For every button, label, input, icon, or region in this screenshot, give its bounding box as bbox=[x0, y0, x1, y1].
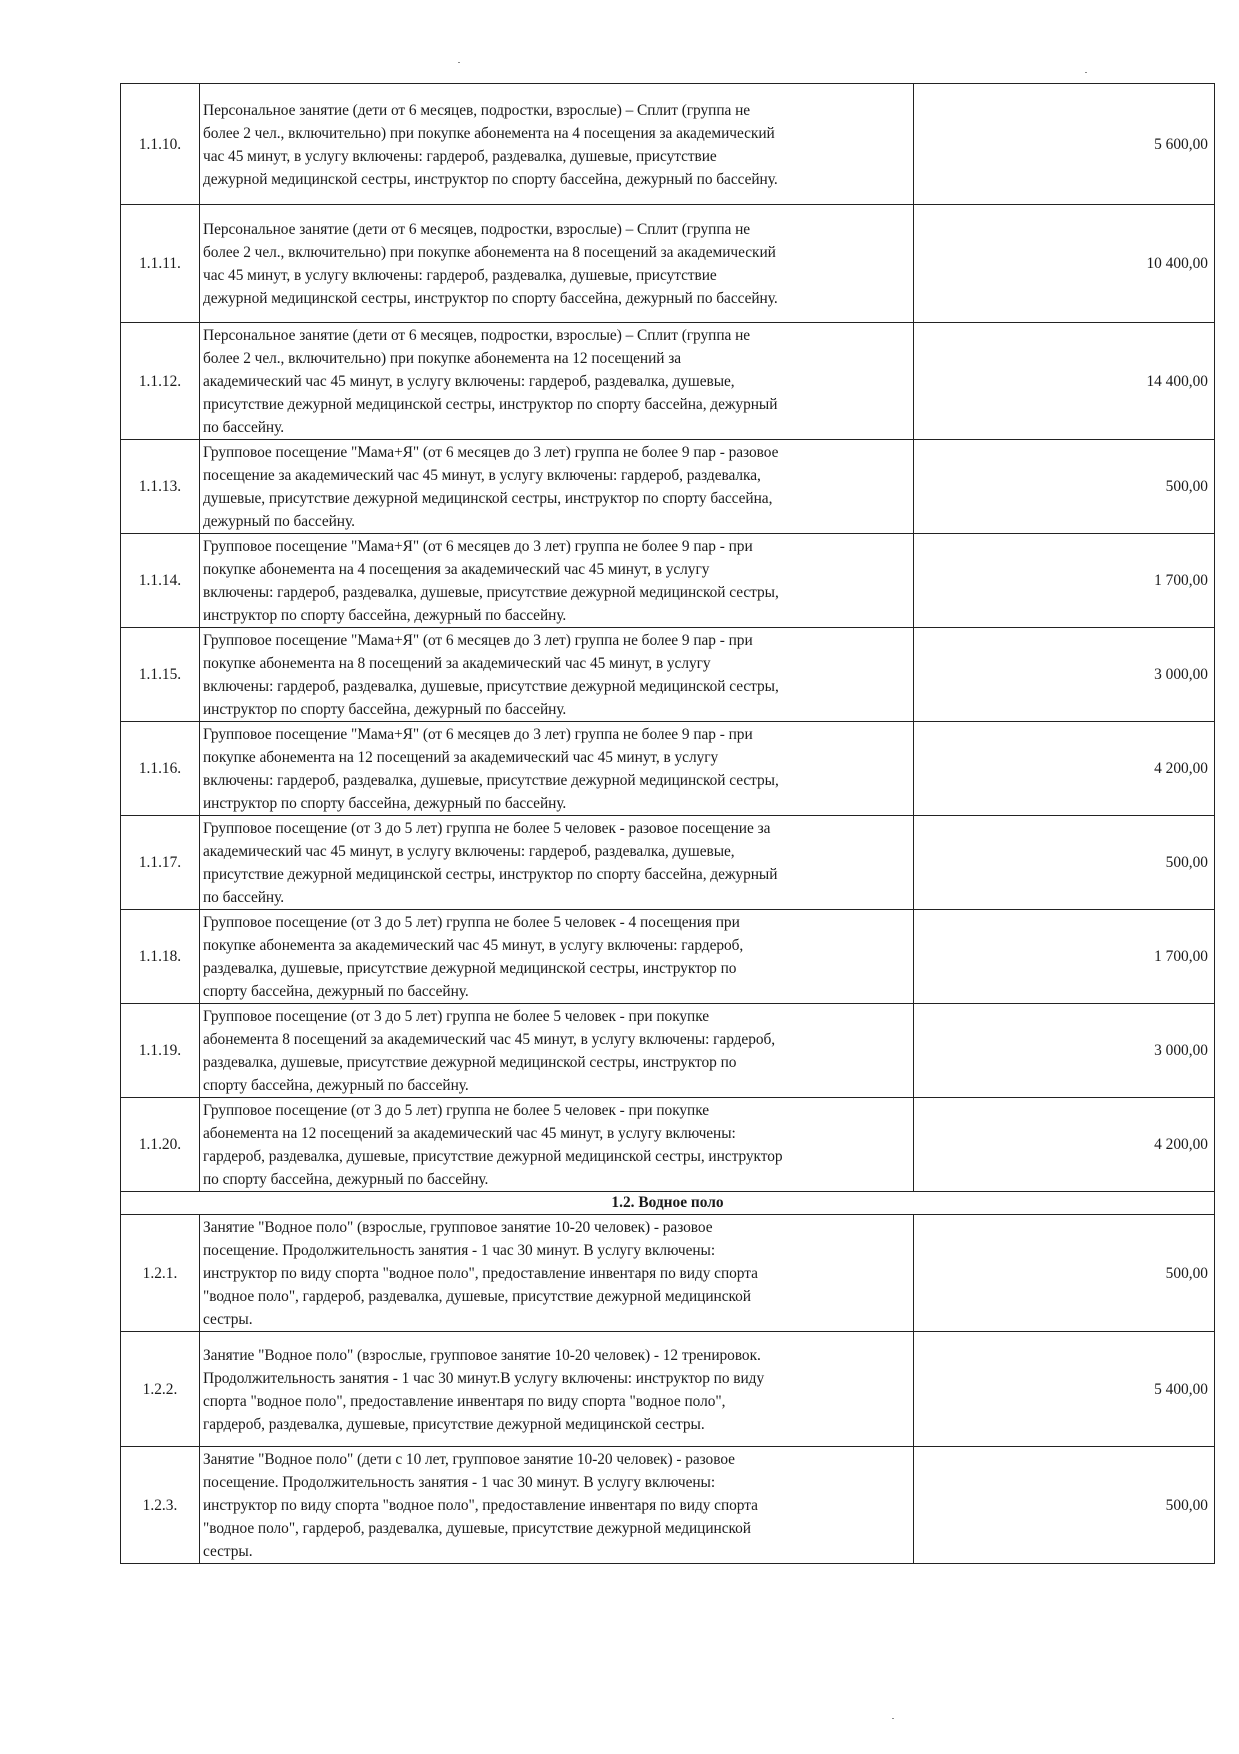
description-line: дежурной медицинской сестры, инструктор по спорту бассейна, дежурный по бассейну. bbox=[203, 290, 778, 307]
item-number: 1.1.20. bbox=[121, 1098, 200, 1192]
item-price: 500,00 bbox=[914, 816, 1215, 910]
description-line: покупке абонемента на 4 посещения за академический час 45 минут, в услугу bbox=[203, 561, 710, 578]
description-line: душевые, присутствие дежурной медицинской сестры, инструктор по спорту бассейна, bbox=[203, 490, 773, 507]
item-number: 1.2.3. bbox=[121, 1447, 200, 1564]
table-row bbox=[121, 84, 1215, 205]
item-price: 1 700,00 bbox=[914, 534, 1215, 628]
item-number: 1.1.17. bbox=[121, 816, 200, 910]
item-description bbox=[200, 722, 914, 816]
description-line: посещение. Продолжительность занятия - 1 час 30 минут. В услугу включены: bbox=[203, 1474, 716, 1491]
item-number: 1.2.2. bbox=[121, 1332, 200, 1447]
item-number: 1.1.12. bbox=[121, 323, 200, 440]
description-line: "водное поло", гардероб, раздевалка, душевые, присутствие дежурной медицинской bbox=[203, 1520, 751, 1537]
item-price: 14 400,00 bbox=[914, 323, 1215, 440]
description-line: включены: гардероб, раздевалка, душевые, присутствие дежурной медицинской сестры, bbox=[203, 772, 779, 789]
description-line: более 2 чел., включительно) при покупке абонемента на 4 посещения за академический bbox=[203, 124, 775, 142]
section-title: 1.2. Водное поло bbox=[121, 1192, 1215, 1215]
description-line: спорту бассейна, дежурный по бассейну. bbox=[203, 983, 469, 1000]
table-row bbox=[121, 816, 1215, 910]
description-line: дежурной медицинской сестры, инструктор по спорту бассейна, дежурный по бассейну. bbox=[203, 170, 778, 188]
item-number: 1.1.19. bbox=[121, 1004, 200, 1098]
description-line: абонемента на 12 посещений за академический час 45 минут, в услугу включены: bbox=[203, 1125, 736, 1142]
description-line: Занятие "Водное поло" (взрослые, групповое занятие 10-20 человек) - 12 тренировок. bbox=[203, 1346, 761, 1364]
item-description bbox=[200, 910, 914, 1004]
item-price: 4 200,00 bbox=[914, 722, 1215, 816]
price-table bbox=[120, 83, 1215, 1564]
table-row bbox=[121, 205, 1215, 323]
description-line: инструктор по спорту бассейна, дежурный по бассейну. bbox=[203, 701, 567, 718]
price-table-body bbox=[121, 84, 1215, 1564]
item-number: 1.1.13. bbox=[121, 440, 200, 534]
table-row bbox=[121, 1332, 1215, 1447]
table-row bbox=[121, 1098, 1215, 1192]
table-row bbox=[121, 323, 1215, 440]
item-price: 500,00 bbox=[914, 440, 1215, 534]
description-line: спорту бассейна, дежурный по бассейну. bbox=[203, 1077, 469, 1094]
item-number: 1.2.1. bbox=[121, 1215, 200, 1332]
description-line: спорта "водное поло", предоставление инвентаря по виду спорта "водное поло", bbox=[203, 1392, 726, 1410]
description-line: Групповое посещение (от 3 до 5 лет) группа не более 5 человек - при покупке bbox=[203, 1008, 710, 1025]
description-line: Групповое посещение "Мама+Я" (от 6 месяцев до 3 лет) группа не более 9 пар - при bbox=[203, 726, 753, 743]
item-price: 5 400,00 bbox=[914, 1332, 1215, 1447]
item-description bbox=[200, 205, 914, 323]
description-line: присутствие дежурной медицинской сестры, инструктор по спорту бассейна, дежурный bbox=[203, 866, 778, 883]
item-description bbox=[200, 628, 914, 722]
description-line: инструктор по спорту бассейна, дежурный по бассейну. bbox=[203, 795, 567, 812]
section-row bbox=[121, 1192, 1215, 1215]
scan-speck bbox=[458, 62, 460, 63]
table-row bbox=[121, 1215, 1215, 1332]
item-description bbox=[200, 84, 914, 205]
item-description bbox=[200, 323, 914, 440]
item-price: 5 600,00 bbox=[914, 84, 1215, 205]
description-line: раздевалка, душевые, присутствие дежурной медицинской сестры, инструктор по bbox=[203, 960, 737, 977]
description-line: Групповое посещение (от 3 до 5 лет) группа не более 5 человек - при покупке bbox=[203, 1102, 710, 1119]
item-price: 10 400,00 bbox=[914, 205, 1215, 323]
item-description bbox=[200, 816, 914, 910]
item-description bbox=[200, 1447, 914, 1564]
description-line: "водное поло", гардероб, раздевалка, душевые, присутствие дежурной медицинской bbox=[203, 1288, 751, 1305]
scan-speck bbox=[892, 1718, 894, 1719]
item-description bbox=[200, 1215, 914, 1332]
item-description bbox=[200, 440, 914, 534]
item-price: 500,00 bbox=[914, 1447, 1215, 1564]
description-line: абонемента 8 посещений за академический час 45 минут, в услугу включены: гардероб, bbox=[203, 1031, 776, 1048]
item-number: 1.1.15. bbox=[121, 628, 200, 722]
item-price: 1 700,00 bbox=[914, 910, 1215, 1004]
description-line: по бассейну. bbox=[203, 889, 284, 906]
item-price: 3 000,00 bbox=[914, 628, 1215, 722]
description-line: Групповое посещение (от 3 до 5 лет) группа не более 5 человек - 4 посещения при bbox=[203, 914, 740, 931]
table-row bbox=[121, 910, 1215, 1004]
description-line: час 45 минут, в услугу включены: гардероб, раздевалка, душевые, присутствие bbox=[203, 147, 717, 165]
description-line: Продолжительность занятия - 1 час 30 минут.В услугу включены: инструктор по виду bbox=[203, 1369, 765, 1387]
description-line: включены: гардероб, раздевалка, душевые, присутствие дежурной медицинской сестры, bbox=[203, 678, 779, 695]
description-line: покупке абонемента на 8 посещений за академический час 45 минут, в услугу bbox=[203, 655, 711, 672]
item-number: 1.1.10. bbox=[121, 84, 200, 205]
table-row bbox=[121, 534, 1215, 628]
description-line: академический час 45 минут, в услугу включены: гардероб, раздевалка, душевые, bbox=[203, 843, 735, 860]
description-line: дежурный по бассейну. bbox=[203, 513, 355, 530]
item-number: 1.1.14. bbox=[121, 534, 200, 628]
description-line: покупке абонемента на 12 посещений за академический час 45 минут, в услугу bbox=[203, 749, 719, 766]
item-number: 1.1.18. bbox=[121, 910, 200, 1004]
description-line: включены: гардероб, раздевалка, душевые, присутствие дежурной медицинской сестры, bbox=[203, 584, 779, 601]
table-row bbox=[121, 1004, 1215, 1098]
item-description bbox=[200, 1098, 914, 1192]
description-line: более 2 чел., включительно) при покупке абонемента на 12 посещений за bbox=[203, 350, 682, 367]
description-line: сестры. bbox=[203, 1311, 253, 1328]
description-line: Персональное занятие (дети от 6 месяцев, подростки, взрослые) – Сплит (группа не bbox=[203, 221, 751, 238]
description-line: раздевалка, душевые, присутствие дежурной медицинской сестры, инструктор по bbox=[203, 1054, 737, 1071]
table-row bbox=[121, 628, 1215, 722]
item-price: 3 000,00 bbox=[914, 1004, 1215, 1098]
description-line: по спорту бассейна, дежурный по бассейну. bbox=[203, 1171, 489, 1188]
description-line: посещение за академический час 45 минут, в услугу включены: гардероб, раздевалка, bbox=[203, 467, 761, 484]
description-line: Персональное занятие (дети от 6 месяцев, подростки, взрослые) – Сплит (группа не bbox=[203, 327, 751, 344]
item-number: 1.1.16. bbox=[121, 722, 200, 816]
description-line: более 2 чел., включительно) при покупке абонемента на 8 посещений за академический bbox=[203, 244, 776, 261]
description-line: инструктор по спорту бассейна, дежурный по бассейну. bbox=[203, 607, 567, 624]
table-row bbox=[121, 440, 1215, 534]
description-line: Занятие "Водное поло" (дети с 10 лет, групповое занятие 10-20 человек) - разовое bbox=[203, 1451, 735, 1468]
item-number: 1.1.11. bbox=[121, 205, 200, 323]
description-line: гардероб, раздевалка, душевые, присутствие дежурной медицинской сестры. bbox=[203, 1415, 705, 1433]
description-line: инструктор по виду спорта "водное поло", предоставление инвентаря по виду спорта bbox=[203, 1265, 758, 1282]
table-row bbox=[121, 722, 1215, 816]
description-line: инструктор по виду спорта "водное поло", предоставление инвентаря по виду спорта bbox=[203, 1497, 758, 1514]
description-line: час 45 минут, в услугу включены: гардероб, раздевалка, душевые, присутствие bbox=[203, 267, 717, 284]
item-description bbox=[200, 1004, 914, 1098]
description-line: Групповое посещение (от 3 до 5 лет) группа не более 5 человек - разовое посещение за bbox=[203, 820, 771, 837]
item-description bbox=[200, 534, 914, 628]
item-description bbox=[200, 1332, 914, 1447]
description-line: гардероб, раздевалка, душевые, присутствие дежурной медицинской сестры, инструктор bbox=[203, 1148, 783, 1165]
description-line: покупке абонемента за академический час 45 минут, в услугу включены: гардероб, bbox=[203, 937, 744, 954]
description-line: сестры. bbox=[203, 1543, 253, 1560]
scan-speck bbox=[1085, 72, 1087, 73]
item-price: 500,00 bbox=[914, 1215, 1215, 1332]
table-row bbox=[121, 1447, 1215, 1564]
description-line: посещение. Продолжительность занятия - 1 час 30 минут. В услугу включены: bbox=[203, 1242, 716, 1259]
description-line: по бассейну. bbox=[203, 419, 284, 436]
description-line: присутствие дежурной медицинской сестры, инструктор по спорту бассейна, дежурный bbox=[203, 396, 778, 413]
description-line: Занятие "Водное поло" (взрослые, групповое занятие 10-20 человек) - разовое bbox=[203, 1219, 713, 1236]
description-line: Групповое посещение "Мама+Я" (от 6 месяцев до 3 лет) группа не более 9 пар - при bbox=[203, 538, 753, 555]
description-line: Групповое посещение "Мама+Я" (от 6 месяцев до 3 лет) группа не более 9 пар - разовое bbox=[203, 444, 779, 461]
description-line: Групповое посещение "Мама+Я" (от 6 месяцев до 3 лет) группа не более 9 пар - при bbox=[203, 632, 753, 649]
item-price: 4 200,00 bbox=[914, 1098, 1215, 1192]
description-line: академический час 45 минут, в услугу включены: гардероб, раздевалка, душевые, bbox=[203, 373, 735, 390]
description-line: Персональное занятие (дети от 6 месяцев, подростки, взрослые) – Сплит (группа не bbox=[203, 101, 751, 119]
